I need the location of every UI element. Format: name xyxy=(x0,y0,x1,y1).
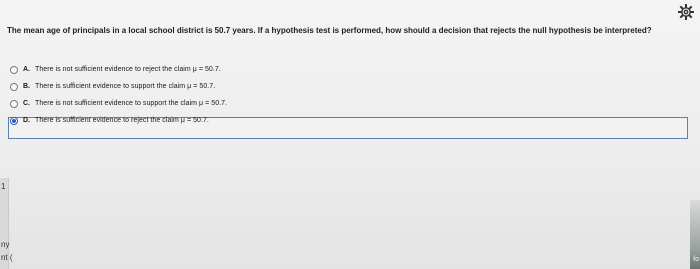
option-letter: A. xyxy=(23,66,30,73)
radio-button-d-selected[interactable] xyxy=(10,117,18,125)
right-edge-panel xyxy=(690,200,700,269)
left-edge-panel xyxy=(0,178,13,269)
left-edge-text: 1 xyxy=(1,182,6,191)
option-text: There is sufficient evidence to reject the claim μ = 50.7. xyxy=(35,117,209,124)
option-text: There is sufficient evidence to support the claim μ = 50.7. xyxy=(35,83,216,90)
right-edge-text: fo xyxy=(693,256,699,263)
gear-icon[interactable] xyxy=(678,4,694,20)
radio-button-a[interactable] xyxy=(10,66,18,74)
left-edge-text: ny xyxy=(1,240,10,249)
option-b[interactable] xyxy=(10,81,215,92)
radio-button-c[interactable] xyxy=(10,100,18,108)
option-text: There is not sufficient evidence to support the claim μ = 50.7. xyxy=(35,100,228,107)
radio-button-b[interactable] xyxy=(10,83,18,91)
left-edge-text: nt ( xyxy=(1,253,13,262)
option-a[interactable] xyxy=(10,64,221,75)
option-text: There is not sufficient evidence to reject the claim μ = 50.7. xyxy=(35,66,221,73)
option-letter: C. xyxy=(23,100,30,107)
option-letter: D. xyxy=(23,117,30,124)
question-text: The mean age of principals in a local school district is 50.7 years. If a hypothesis test is performed, how should a decision that rejects the null hypothesis be interpreted? xyxy=(7,26,652,35)
option-c[interactable] xyxy=(10,98,227,109)
option-letter: B. xyxy=(23,83,30,90)
option-d[interactable] xyxy=(10,115,209,126)
